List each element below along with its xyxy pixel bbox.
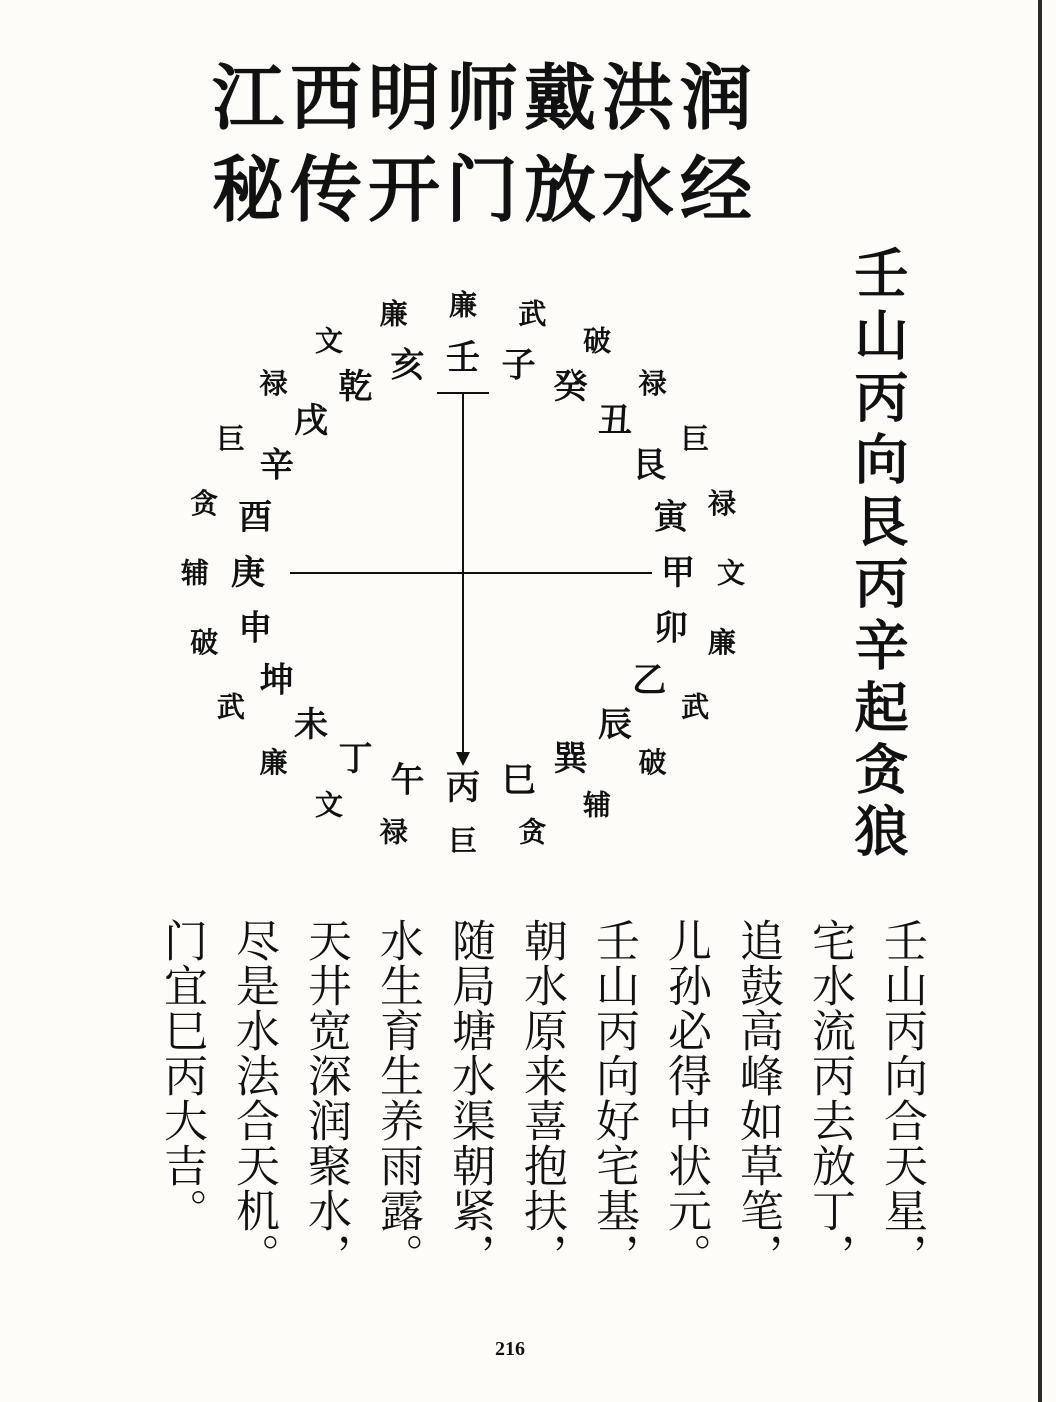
inner-ring-char-7: 卯 <box>653 608 688 649</box>
outer-ring-char-17: 破 <box>190 625 219 659</box>
outer-ring-char-10: 辅 <box>582 788 612 822</box>
outer-ring-char-14: 文 <box>314 788 344 822</box>
inner-ring-char-13: 午 <box>390 760 425 801</box>
poem-line-9: 尽是水法合天机。 <box>228 918 279 1278</box>
outer-ring-char-18: 辅 <box>180 556 210 590</box>
outer-ring-char-8: 武 <box>681 690 710 724</box>
outer-ring-char-2: 破 <box>582 324 612 358</box>
outer-ring-char-5: 禄 <box>707 487 736 521</box>
inner-ring-char-19: 酉 <box>238 497 273 538</box>
outer-ring-char-21: 禄 <box>259 367 288 400</box>
inner-ring-char-20: 辛 <box>259 445 294 486</box>
page-number: 216 <box>495 1338 525 1360</box>
poem-line-3: 儿孙必得中状元。 <box>660 918 711 1278</box>
outer-ring-char-3: 禄 <box>638 367 667 400</box>
outer-ring-char-11: 贪 <box>518 815 547 849</box>
outer-ring-char-19: 贪 <box>190 487 219 521</box>
poem-line-6: 随局塘水渠朝紧， <box>444 918 495 1278</box>
inner-ring-char-23: 亥 <box>390 345 425 386</box>
poem-line-2: 追鼓高峰如草笔， <box>732 918 783 1278</box>
outer-ring-char-22: 文 <box>314 324 344 358</box>
inner-ring-char-17: 申 <box>238 608 273 649</box>
poem-line-4: 壬山丙向好宅基， <box>588 918 639 1278</box>
inner-ring-char-5: 寅 <box>653 497 688 538</box>
inner-ring-char-9: 辰 <box>598 705 632 745</box>
outer-ring-char-1: 武 <box>518 297 547 331</box>
page-title-line-2: 秘传开门放水经 <box>211 147 758 232</box>
inner-ring-char-14: 丁 <box>338 739 373 780</box>
poem-line-8: 天井宽深润聚水， <box>300 918 351 1278</box>
outer-ring-char-4: 巨 <box>681 422 710 456</box>
inner-ring-char-22: 乾 <box>338 366 373 407</box>
page-title-line-1: 江西明师戴洪润 <box>211 55 758 140</box>
inner-ring-char-8: 乙 <box>632 660 667 701</box>
inner-ring-char-21: 戌 <box>294 401 328 441</box>
poem-line-10: 门宜巳丙大吉。 <box>156 918 207 1233</box>
arrow-head <box>456 752 470 766</box>
inner-ring-char-2: 癸 <box>553 366 588 407</box>
inner-ring-char-10: 巽 <box>553 739 588 780</box>
poem-line-5: 朝水原来喜抱扶， <box>516 918 567 1278</box>
outer-ring-char-13: 禄 <box>379 815 408 849</box>
outer-ring-char-23: 廉 <box>379 297 408 331</box>
outer-ring-char-7: 廉 <box>707 625 736 659</box>
outer-ring-char-16: 武 <box>216 690 245 724</box>
inner-ring-char-0: 壬 <box>446 338 480 378</box>
inner-ring-char-3: 丑 <box>598 401 632 441</box>
inner-ring-char-1: 子 <box>501 345 536 386</box>
outer-ring-char-12: 巨 <box>448 824 478 858</box>
poem-line-0: 壬山丙向合天星， <box>876 918 927 1278</box>
inner-ring-char-6: 甲 <box>661 553 695 593</box>
inner-ring-char-15: 未 <box>294 705 328 745</box>
inner-ring-char-18: 庚 <box>231 553 265 593</box>
outer-ring-char-9: 破 <box>638 746 667 779</box>
poem-line-1: 宅水流丙去放丁， <box>804 918 855 1278</box>
outer-ring-char-20: 巨 <box>216 422 245 456</box>
inner-ring-char-11: 巳 <box>501 760 536 801</box>
side-title: 壬山丙向艮丙辛起贪狼 <box>846 245 910 865</box>
inner-ring-char-16: 坤 <box>259 660 294 701</box>
outer-ring-char-6: 文 <box>716 556 746 590</box>
inner-ring-char-12: 丙 <box>446 768 480 808</box>
outer-ring-char-15: 廉 <box>259 746 288 779</box>
outer-ring-char-0: 廉 <box>448 288 478 322</box>
poem-line-7: 水生育生养雨露。 <box>372 918 423 1278</box>
inner-ring-char-4: 艮 <box>632 445 667 486</box>
